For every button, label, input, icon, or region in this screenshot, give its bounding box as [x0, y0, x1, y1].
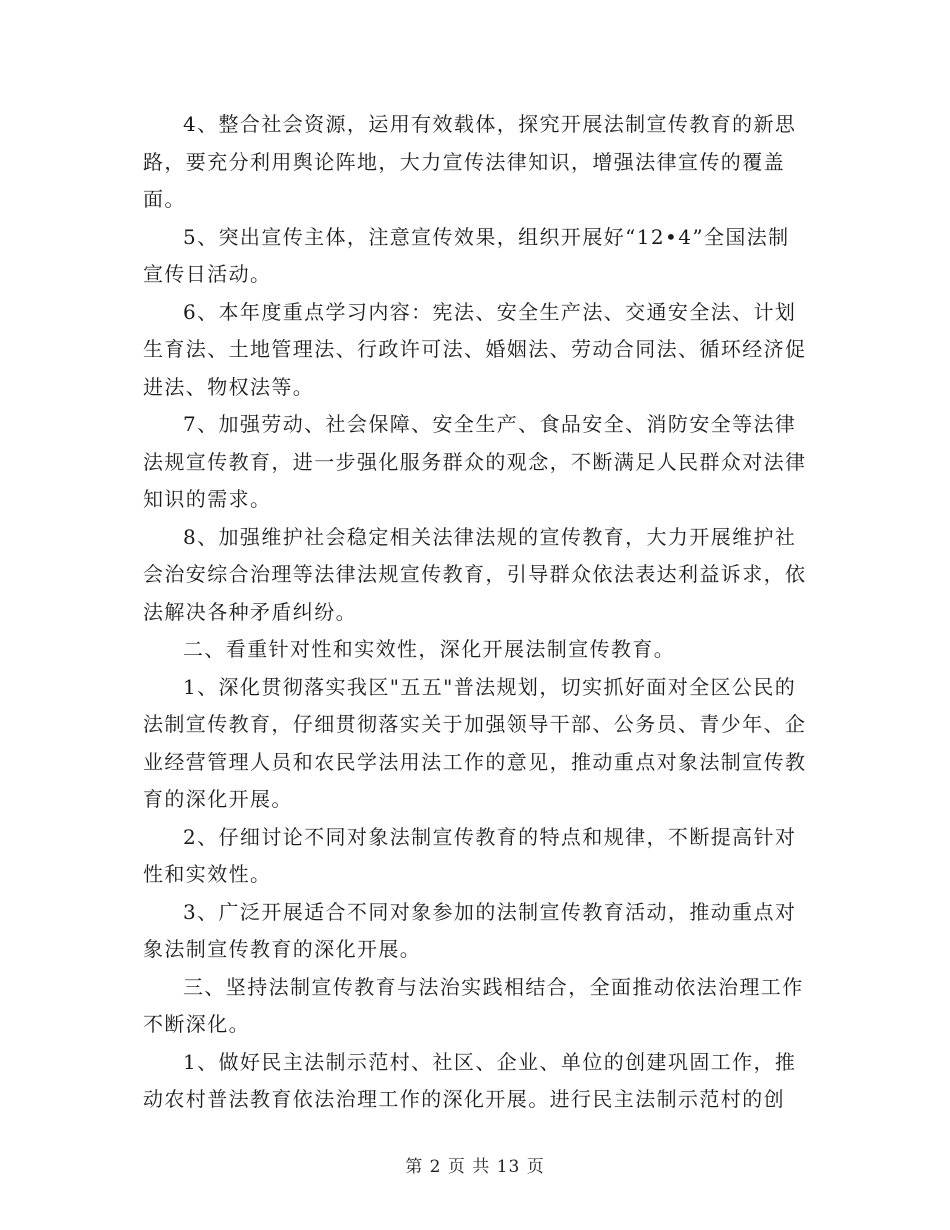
paragraph: 4、整合社会资源，运用有效载体，探究开展法制宣传教育的新思路，要充分利用舆论阵地，大力宣传法律知识，增强法律宣传的覆盖面。 [143, 112, 797, 211]
section-heading: 二、看重针对性和实效性，深化开展法制宣传教育。 [183, 637, 676, 661]
paragraph: 3、广泛开展适合不同对象参加的法制宣传教育活动，推动重点对象法制宣传教育的深化开展。 [143, 899, 797, 961]
paragraph: 6、本年度重点学习内容：宪法、安全生产法、交通安全法、计划生育法、土地管理法、行政许可法、婚姻法、劳动合同法、循环经济促进法、物权法等。 [143, 299, 807, 399]
paragraph: 5、突出宣传主体，注意宣传效果，组织开展好“12•4”全国法制宣传日活动。 [143, 224, 790, 286]
paragraph: 8、加强维护社会稳定相关法律法规的宣传教育，大力开展维护社会治安综合治理等法律法规宣传教育，引导群众依法表达利益诉求，依法解决各种矛盾纠纷。 [143, 524, 807, 624]
paragraph: 7、加强劳动、社会保障、安全生产、食品安全、消防安全等法律法规宣传教育，进一步强化服务群众的观念，不断满足人民群众对法律知识的需求。 [143, 412, 807, 511]
paragraph: 1、深化贯彻落实我区"五五"普法规划，切实抓好面对全区公民的法制宣传教育，仔细贯彻落实关于加强领导干部、公务员、青少年、企业经营管理人员和农民学法用法工作的意见，推动重点对象法制宣传教育的深化开展。 [143, 674, 807, 811]
section-heading: 三、坚持法制宣传教育与法治实践相结合，全面推动依法治理工作不断深化。 [143, 974, 804, 1036]
paragraph: 2、仔细讨论不同对象法制宣传教育的特点和规律，不断提高针对性和实效性。 [143, 824, 797, 886]
document-body [143, 106, 809, 1119]
paragraph: 1、做好民主法制示范村、社区、企业、单位的创建巩固工作，推动农村普法教育依法治理工作的深化开展。进行民主法制示范村的创 [143, 1049, 797, 1111]
page-number-footer: 第 2 页 共 13 页 [405, 1157, 545, 1177]
